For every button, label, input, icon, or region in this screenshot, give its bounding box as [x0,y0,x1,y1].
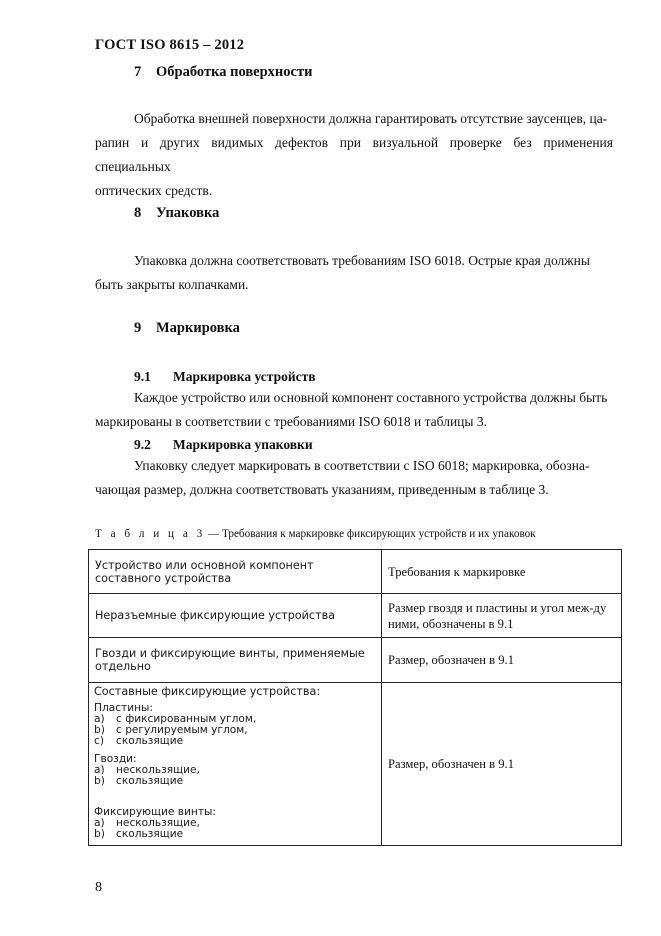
list-item: b) с регулируемым углом, [94,724,248,736]
table-cell-composite-devices [89,683,382,846]
paragraph-line: Каждое устройство или основной компонент составного устройства должны быть [134,390,608,405]
screws-group [94,807,377,840]
nails-group [94,754,377,787]
section-7-title: Обработка поверхности [156,64,313,80]
section-8-number: 8 [134,205,142,221]
section-9-heading [134,320,240,337]
section-7-heading [134,64,312,81]
subsection-9-1-heading [134,369,316,385]
section-8-paragraph [95,249,613,297]
page-number: 8 [95,880,102,895]
table-caption-label: Т а б л и ц а 3 [95,528,206,540]
section-8-heading [134,205,219,222]
table-cell-device: Неразъемные фиксирующие устройства [89,594,382,638]
list-item: a) с фиксированным углом, [94,713,257,725]
marking-requirements-table [88,549,622,846]
paragraph-line: оптических средств. [95,183,213,198]
table-cell-requirement: Размер гвоздя и пластины и угол меж-ду ними, обозначены в 9.1 [382,594,622,638]
section-7-paragraph [95,107,613,203]
paragraph-line: Упаковку следует маркировать в соответствии с ISO 6018; маркировка, обозна- [134,458,590,473]
table-row [89,683,622,846]
subsection-9-2-title: Маркировка упаковки [173,437,313,452]
screws-label: Фиксирующие винты: [94,806,216,818]
subsection-9-1-title: Маркировка устройств [173,369,316,384]
subsection-9-2-number: 9.2 [134,437,151,452]
list-item: a) нескользящие, [94,764,200,776]
paragraph-line: маркированы в соответствии с требованиями ISO 6018 и таблицы 3. [95,414,487,429]
section-9-number: 9 [134,320,142,336]
subsection-9-2-paragraph [95,454,613,502]
paragraph-line: Упаковка должна соответствовать требованиям ISO 6018. Острые края должны [134,253,590,268]
table-row [89,638,622,683]
list-item: b) скользящие [94,775,184,787]
table-cell-requirement: Размер, обозначен в 9.1 [382,683,622,846]
subsection-9-1-number: 9.1 [134,369,151,384]
table-caption-text: –– Требования к маркировке фиксирующих устройств и их упаковок [205,528,536,540]
table-cell-device: Гвозди и фиксирующие винты, применяемые отдельно [89,638,382,683]
section-8-title: Упаковка [156,205,220,221]
list-item: b) скользящие [94,828,184,840]
composite-devices-heading: Составные фиксирующие устройства: [94,685,321,698]
table-header-row [89,550,622,594]
table-caption [95,528,536,540]
plates-group [94,703,377,747]
document-header: ГОСТ ISO 8615 – 2012 [95,37,245,53]
subsection-9-1-paragraph [95,386,613,434]
paragraph-line: быть закрыты колпачками. [95,277,249,292]
paragraph-line: чающая размер, должна соответствовать указаниям, приведенным в таблице 3. [95,482,549,497]
paragraph-line: рапин и других видимых дефектов при визуальной проверке без применения специальных [95,135,613,174]
subsection-9-2-heading [134,437,313,453]
paragraph-line: Обработка внешней поверхности должна гарантировать отсутствие заусенцев, ца- [134,111,608,126]
table-header-device: Устройство или основной компонент составного устройства [89,550,382,594]
nails-label: Гвозди: [94,753,137,765]
table-header-requirements: Требования к маркировке [382,550,622,594]
plates-label: Пластины: [94,702,153,714]
list-item: a) нескользящие, [94,817,200,829]
table-row [89,594,622,638]
list-item: c) скользящие [94,735,184,747]
table-cell-requirement: Размер, обозначен в 9.1 [382,638,622,683]
section-7-number: 7 [134,64,142,80]
section-9-title: Маркировка [156,320,240,336]
